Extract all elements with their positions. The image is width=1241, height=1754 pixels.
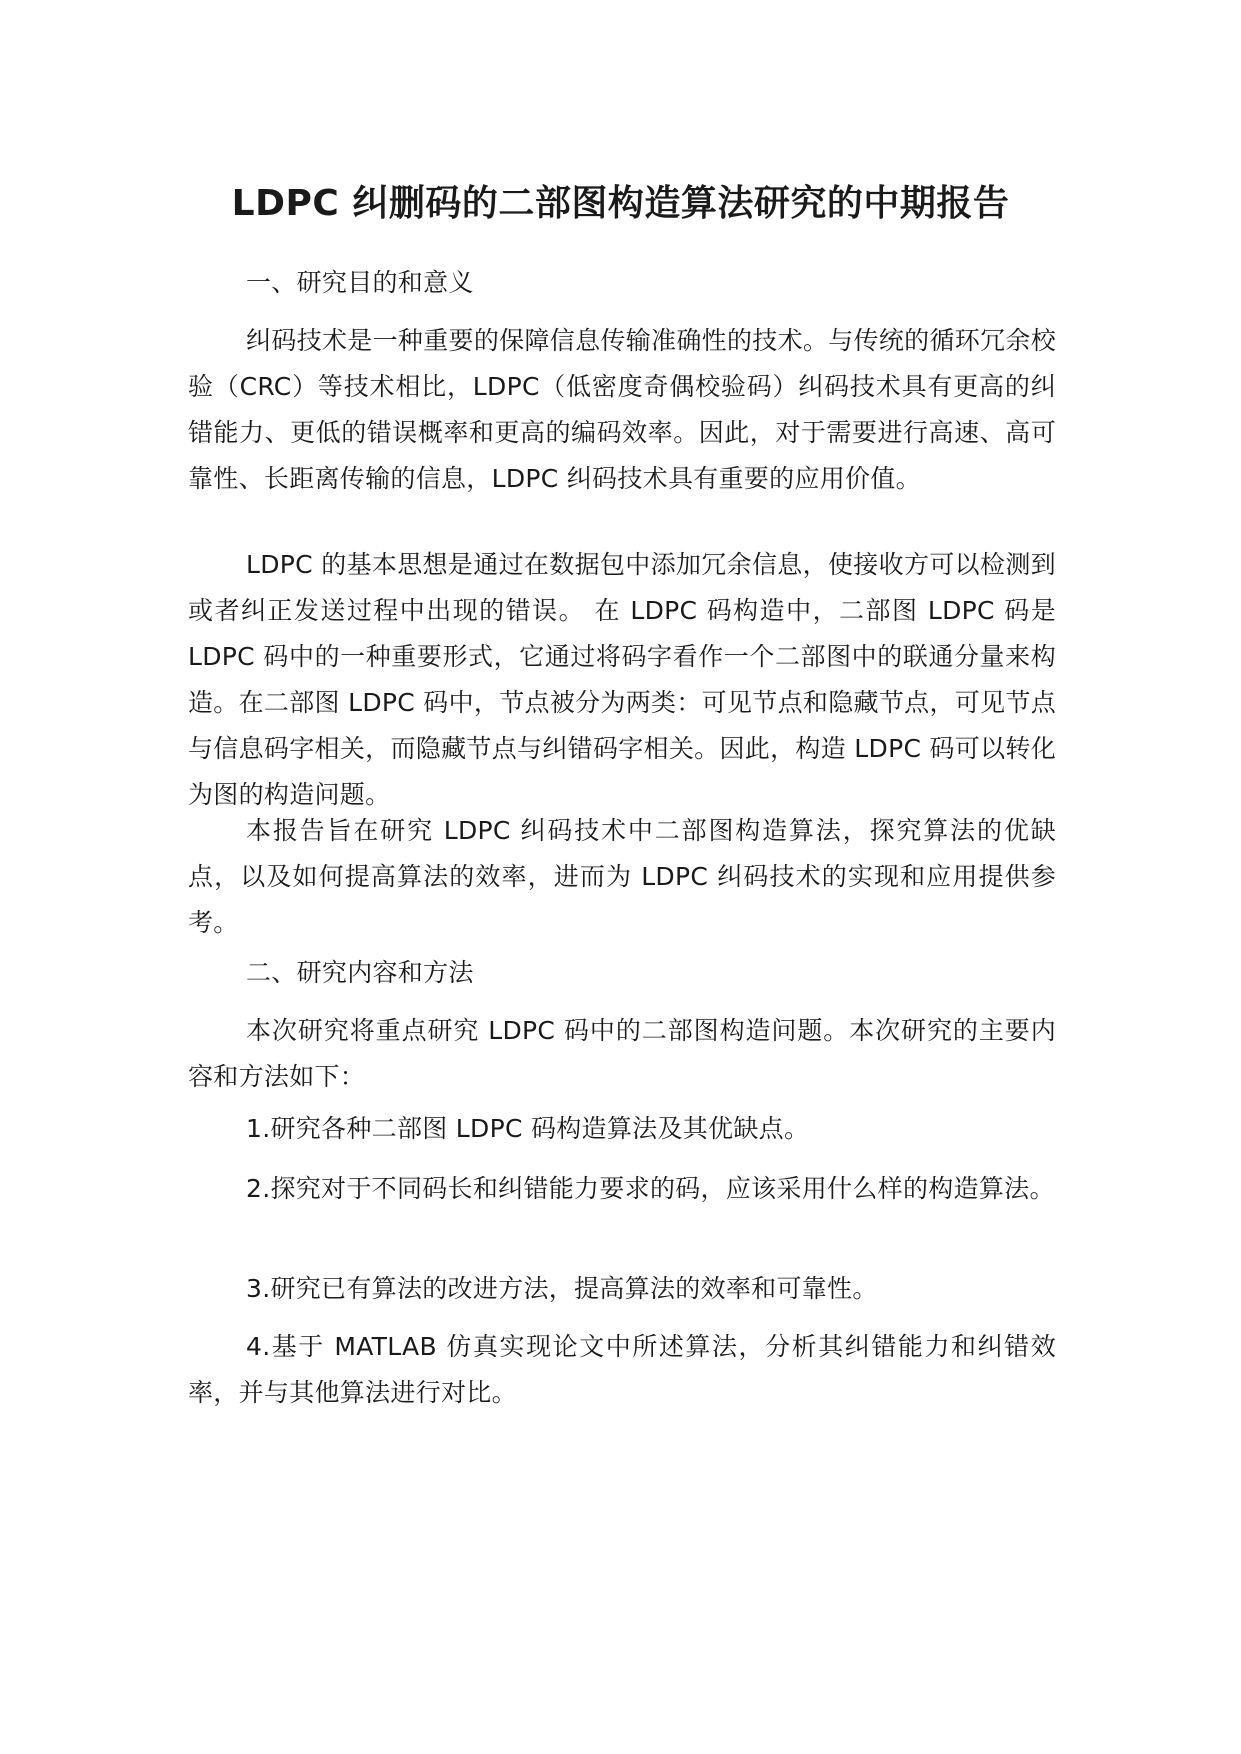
paragraph: 纠码技术是一种重要的保障信息传输准确性的技术。与传统的循环冗余校验（CRC）等技术相比，LDPC（低密度奇偶校验码）纠码技术具有更高的纠错能力、更低的错误概率和更高的编码效率。因此，对于需要进行高速、高可靠性、长距离传输的信息，LDPC 纠码技术具有重要的应用价值。 — [188, 326, 1056, 493]
page-title: LDPC 纠删码的二部图构造算法研究的中期报告 — [231, 183, 1010, 224]
list-item: 3.研究已有算法的改进方法，提高算法的效率和可靠性。 — [246, 1274, 878, 1303]
section-heading: 一、研究目的和意义 — [246, 268, 474, 297]
paragraph: 本次研究将重点研究 LDPC 码中的二部图构造问题。本次研究的主要内容和方法如下： — [188, 1016, 1056, 1091]
paragraph: 本报告旨在研究 LDPC 纠码技术中二部图构造算法，探究算法的优缺点，以及如何提高算法的效率，进而为 LDPC 纠码技术的实现和应用提供参考。 — [188, 816, 1057, 937]
paragraph: LDPC 的基本思想是通过在数据包中添加冗余信息，使接收方可以检测到或者纠正发送过程中出现的错误。 在 LDPC 码构造中，二部图 LDPC 码是 LDPC 码中的一种重要形式，它通过将码字看作一个二部图中的联通分量来构造。在二部图 LDPC 码中，节点被分为两类：可见节点和隐藏节点，可见节点与信息码字相关，而隐藏节点与纠错码字相关。因此，构造 LDPC 码可以转化为图的构造问题。 — [188, 550, 1056, 809]
section-heading: 二、研究内容和方法 — [246, 958, 474, 987]
list-item: 1.研究各种二部图 LDPC 码构造算法及其优缺点。 — [246, 1114, 810, 1143]
list-item: 4.基于 MATLAB 仿真实现论文中所述算法，分析其纠错能力和纠错效率，并与其他算法进行对比。 — [188, 1332, 1056, 1407]
list-item: 2.探究对于不同码长和纠错能力要求的码，应该采用什么样的构造算法。 — [246, 1174, 1055, 1203]
